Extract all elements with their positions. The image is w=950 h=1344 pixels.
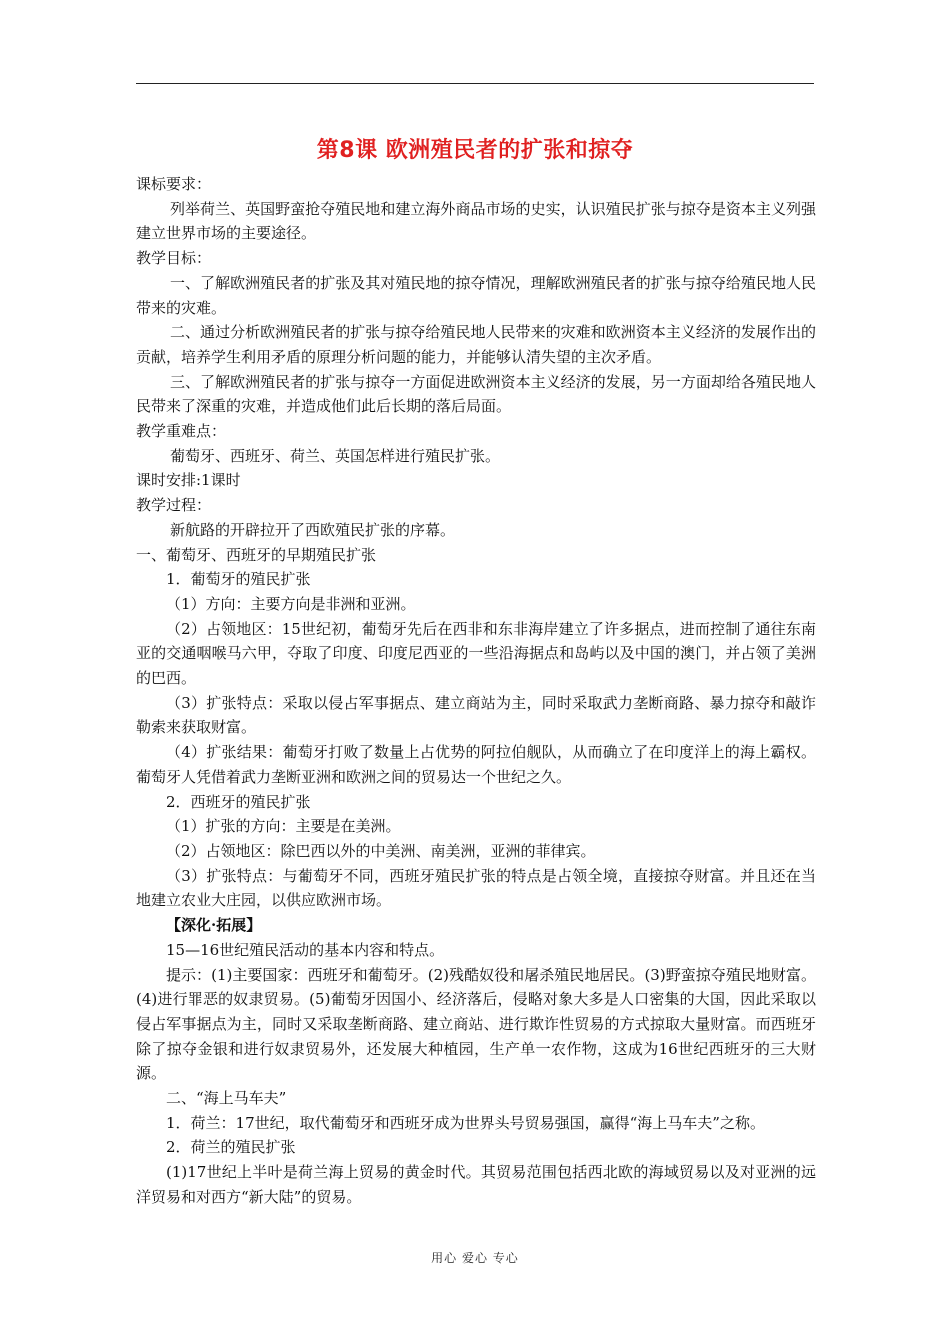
paragraph: 一、葡萄牙、西班牙的早期殖民扩张 <box>136 545 377 564</box>
page-title: 第8课 欧洲殖民者的扩张和掠夺 <box>316 138 634 163</box>
paragraph: （3）扩张特点：与葡萄牙不同，西班牙殖民扩张的特点是占领全境，直接掠夺财富。并且还在当地建立农业大庄园，以供应欧洲市场。 <box>136 866 816 910</box>
document-body <box>136 172 816 1210</box>
paragraph: 提示：(1)主要国家：西班牙和葡萄牙。(2)残酷奴役和屠杀殖民地居民。(3)野蛮掠夺殖民地财富。(4)进行罪恶的奴隶贸易。(5)葡萄牙因国小、经济落后，侵略对象大多是人口密集的大国，因此采取以侵占军事据点为主，同时又采取垄断商路、建立商站、进行欺诈性贸易的方式掠取大量财富。而西班牙除了掠夺金银和进行奴隶贸易外，还发展大种植园，生产单一农作物，这成为16世纪西班牙的三大财源。 <box>136 965 816 1083</box>
paragraph: （4）扩张结果：葡萄牙打败了数量上占优势的阿拉伯舰队，从而确立了在印度洋上的海上霸权。葡萄牙人凭借着武力垄断亚洲和欧洲之间的贸易达一个世纪之久。 <box>136 743 816 786</box>
paragraph: 教学重难点： <box>136 422 227 441</box>
header-rule <box>136 83 814 84</box>
paragraph: 列举荷兰、英国野蛮抢夺殖民地和建立海外商品市场的史实，认识殖民扩张与掠夺是资本主义列强建立世界市场的主要途径。 <box>136 199 816 243</box>
paragraph: 新航路的开辟拉开了西欧殖民扩张的序幕。 <box>170 520 456 539</box>
paragraph: 1．荷兰：17世纪，取代葡萄牙和西班牙成为世界头号贸易强国，赢得“海上马车夫”之称。 <box>166 1113 765 1132</box>
paragraph: 一、了解欧洲殖民者的扩张及其对殖民地的掠夺情况，理解欧洲殖民者的扩张与掠夺给殖民地人民带来的灾难。 <box>136 273 816 317</box>
paragraph: 2．西班牙的殖民扩张 <box>166 792 311 811</box>
paragraph: 葡萄牙、西班牙、荷兰、英国怎样进行殖民扩张。 <box>170 446 501 465</box>
paragraph: 教学目标： <box>136 249 212 268</box>
paragraph: 课时安排:1课时 <box>136 471 241 490</box>
paragraph: 1．葡萄牙的殖民扩张 <box>166 570 311 589</box>
paragraph: （1）方向：主要方向是非洲和亚洲。 <box>166 594 416 613</box>
paragraph: (1)17世纪上半叶是荷兰海上贸易的黄金时代。其贸易范围包括西北欧的海域贸易以及对亚洲的远洋贸易和对西方“新大陆”的贸易。 <box>136 1163 816 1206</box>
page-footer: 用心 爱心 专心 <box>431 1251 519 1265</box>
section-callout: 【深化·拓展】 <box>166 916 262 935</box>
paragraph: 15—16世纪殖民活动的基本内容和特点。 <box>166 940 445 959</box>
paragraph: 课标要求： <box>136 175 212 193</box>
paragraph: （1）扩张的方向：主要是在美洲。 <box>166 817 401 836</box>
paragraph: 二、通过分析欧洲殖民者的扩张与掠夺给殖民地人民带来的灾难和欧洲资本主义经济的发展作出的贡献，培养学生利用矛盾的原理分析问题的能力，并能够认清失望的主次矛盾。 <box>136 323 816 366</box>
paragraph: 二、“海上马车夫” <box>166 1089 287 1108</box>
paragraph: 2．荷兰的殖民扩张 <box>166 1138 296 1157</box>
paragraph: （3）扩张特点：采取以侵占军事据点、建立商站为主，同时采取武力垄断商路、暴力掠夺和敲诈勒索来获取财富。 <box>136 693 816 737</box>
paragraph: （2）占领地区：除巴西以外的中美洲、南美洲，亚洲的菲律宾。 <box>166 841 596 860</box>
paragraph: （2）占领地区：15世纪初，葡萄牙先后在西非和东非海岸建立了许多据点，进而控制了通往东南亚的交通咽喉马六甲，夺取了印度、印度尼西亚的一些沿海据点和岛屿以及中国的澳门，并占领了美洲的巴西。 <box>136 619 816 688</box>
paragraph: 三、了解欧洲殖民者的扩张与掠夺一方面促进欧洲资本主义经济的发展，另一方面却给各殖民地人民带来了深重的灾难，并造成他们此后长期的落后局面。 <box>136 372 816 416</box>
paragraph: 教学过程： <box>136 496 212 515</box>
